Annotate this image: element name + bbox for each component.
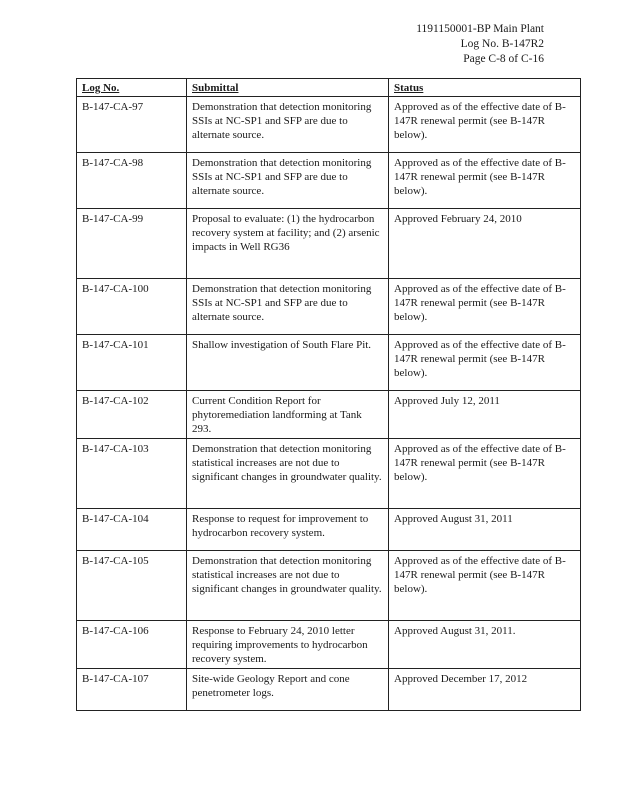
table-row [77, 97, 581, 153]
log-no-cell: B-147-CA-97 [77, 97, 187, 153]
status-cell: Approved February 24, 2010 [389, 209, 581, 279]
submittal-cell: Site-wide Geology Report and cone penetrometer logs. [187, 669, 389, 711]
status-cell: Approved December 17, 2012 [389, 669, 581, 711]
log-no-cell: B-147-CA-101 [77, 335, 187, 391]
page-header [416, 22, 544, 67]
table-row [77, 551, 581, 621]
submittal-cell: Response to February 24, 2010 letter requiring improvements to hydrocarbon recovery system. [187, 621, 389, 669]
submittal-cell: Demonstration that detection monitoring statistical increases are not due to significant changes in groundwater quality. [187, 551, 389, 621]
page-number: Page C-8 of C-16 [463, 53, 544, 65]
submittal-cell: Demonstration that detection monitoring SSIs at NC-SP1 and SFP are due to alternate source. [187, 279, 389, 335]
table-row [77, 621, 581, 669]
submittal-cell: Shallow investigation of South Flare Pit. [187, 335, 389, 391]
table-row [77, 669, 581, 711]
status-cell: Approved July 12, 2011 [389, 391, 581, 439]
table-row [77, 335, 581, 391]
status-cell: Approved as of the effective date of B-147R renewal permit (see B-147R below). [389, 97, 581, 153]
submittal-cell: Demonstration that detection monitoring statistical increases are not due to significant changes in groundwater quality. [187, 439, 389, 509]
table-header-row [77, 79, 581, 97]
log-no-cell: B-147-CA-105 [77, 551, 187, 621]
column-header-submittal: Submittal [187, 79, 389, 97]
submittal-cell: Proposal to evaluate: (1) the hydrocarbon recovery system at facility; and (2) arsenic impacts in Well RG36 [187, 209, 389, 279]
table-row [77, 209, 581, 279]
log-no-cell: B-147-CA-107 [77, 669, 187, 711]
facility-id: 1191150001-BP Main Plant [416, 23, 544, 35]
log-no-cell: B-147-CA-99 [77, 209, 187, 279]
submittal-cell: Demonstration that detection monitoring SSIs at NC-SP1 and SFP are due to alternate source. [187, 97, 389, 153]
log-no-cell: B-147-CA-98 [77, 153, 187, 209]
log-number: Log No. B-147R2 [460, 38, 544, 50]
log-no-cell: B-147-CA-102 [77, 391, 187, 439]
status-cell: Approved as of the effective date of B-147R renewal permit (see B-147R below). [389, 551, 581, 621]
log-no-cell: B-147-CA-104 [77, 509, 187, 551]
column-header-log-no: Log No. [77, 79, 187, 97]
table-row [77, 153, 581, 209]
log-no-cell: B-147-CA-100 [77, 279, 187, 335]
submittal-cell: Demonstration that detection monitoring SSIs at NC-SP1 and SFP are due to alternate source. [187, 153, 389, 209]
column-header-status: Status [389, 79, 581, 97]
log-no-cell: B-147-CA-106 [77, 621, 187, 669]
status-cell: Approved August 31, 2011 [389, 509, 581, 551]
submittal-log-table [76, 78, 581, 711]
table-row [77, 509, 581, 551]
table-row [77, 391, 581, 439]
table-row [77, 439, 581, 509]
status-cell: Approved as of the effective date of B-147R renewal permit (see B-147R below). [389, 335, 581, 391]
submittal-cell: Response to request for improvement to hydrocarbon recovery system. [187, 509, 389, 551]
status-cell: Approved August 31, 2011. [389, 621, 581, 669]
submittal-cell: Current Condition Report for phytoremediation landforming at Tank 293. [187, 391, 389, 439]
status-cell: Approved as of the effective date of B-147R renewal permit (see B-147R below). [389, 279, 581, 335]
log-no-cell: B-147-CA-103 [77, 439, 187, 509]
status-cell: Approved as of the effective date of B-147R renewal permit (see B-147R below). [389, 153, 581, 209]
status-cell: Approved as of the effective date of B-147R renewal permit (see B-147R below). [389, 439, 581, 509]
table-row [77, 279, 581, 335]
